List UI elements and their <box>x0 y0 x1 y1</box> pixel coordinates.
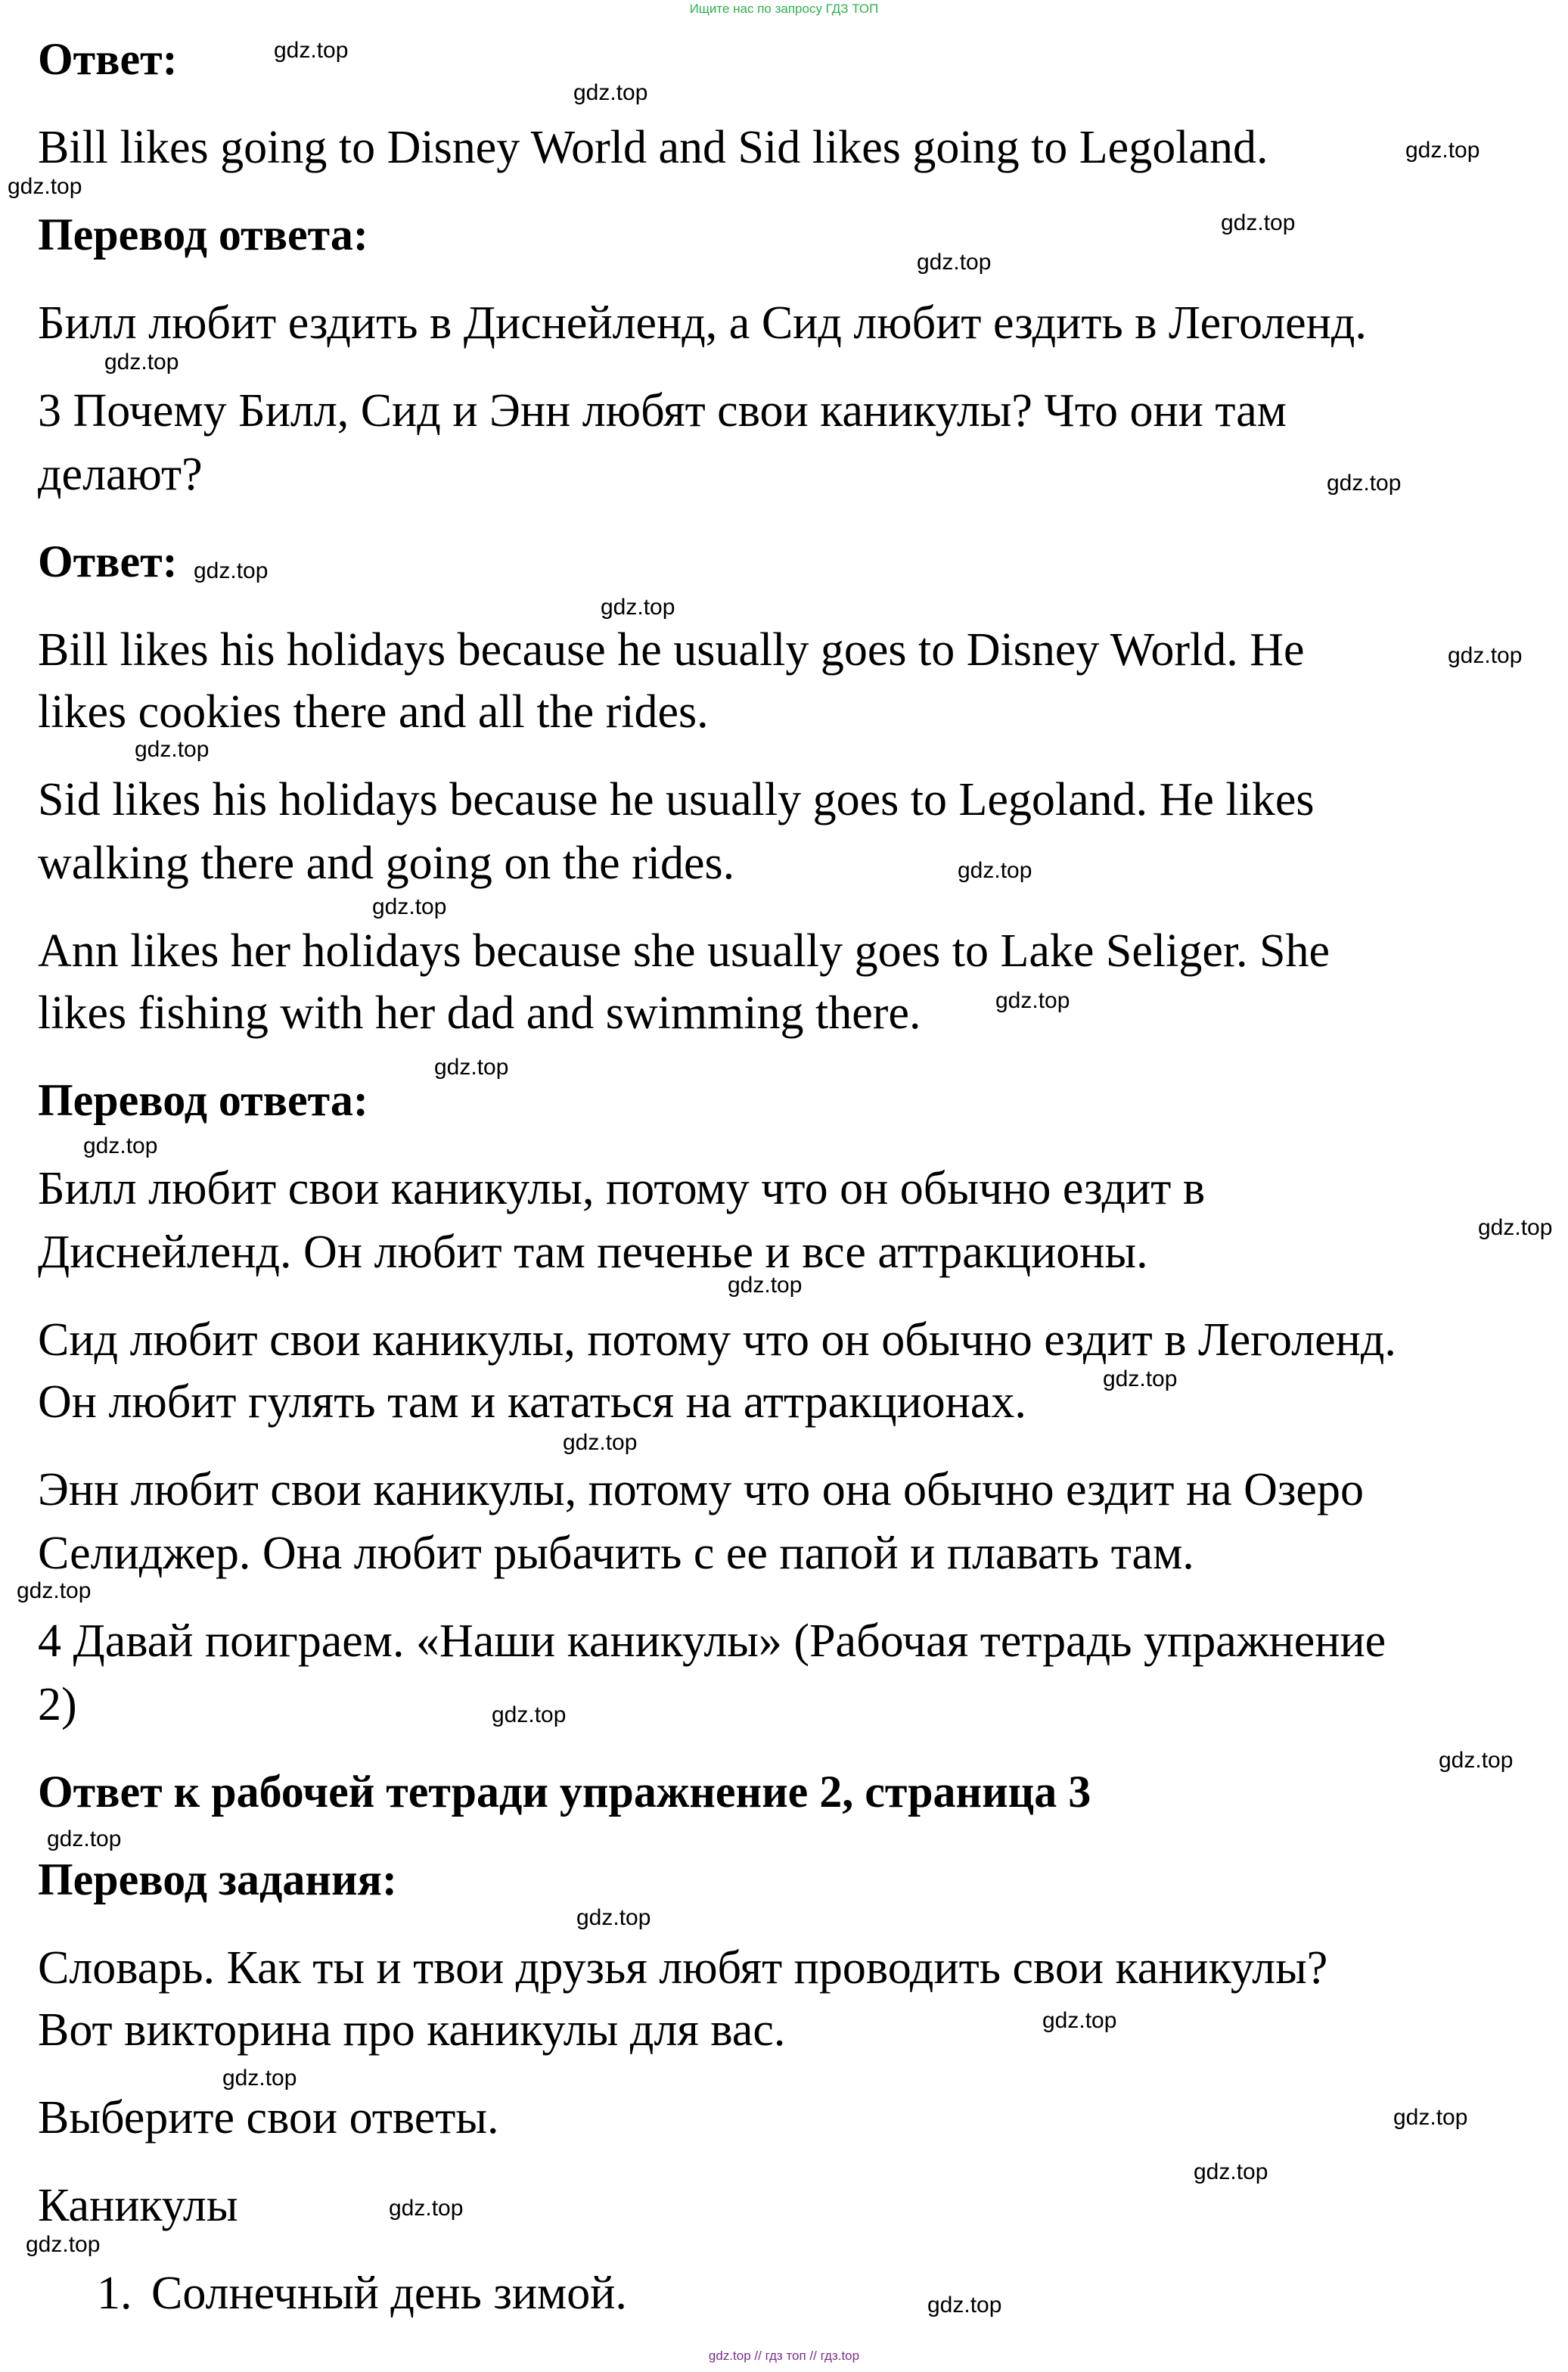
watermark: gdz.top <box>573 80 648 105</box>
watermark: gdz.top <box>958 858 1032 883</box>
sid-answer-ru-line-1: Сид любит свои каникулы, потому что он обычно ездит в Леголенд. <box>38 1314 1396 1366</box>
ann-answer-en-line-2: likes fishing with her dad and swimming there. <box>38 987 921 1039</box>
holidays-title: Каникулы <box>38 2180 238 2231</box>
list-item-number: 1. <box>97 2268 132 2319</box>
watermark: gdz.top <box>1103 1366 1178 1391</box>
translation-heading-2: Перевод ответа: <box>38 1075 368 1125</box>
answer-heading-1: Ответ: <box>38 34 178 84</box>
watermark: gdz.top <box>1478 1215 1553 1240</box>
question-4-line-1: 4 Давай поиграем. «Наши каникулы» (Рабочая тетрадь упражнение <box>38 1615 1386 1667</box>
bill-answer-en-line-1: Bill likes his holidays because he usually goes to Disney World. He <box>38 624 1305 676</box>
ann-answer-ru-line-2: Селиджер. Она любит рыбачить с ее папой и плавать там. <box>38 1528 1194 1579</box>
watermark: gdz.top <box>8 174 82 199</box>
watermark: gdz.top <box>104 350 179 375</box>
watermark: gdz.top <box>194 558 269 583</box>
bill-answer-ru-line-2: Диснейленд. Он любит там печенье и все аттракционы. <box>38 1226 1148 1278</box>
watermark: gdz.top <box>372 894 447 919</box>
list-item-text: Солнечный день зимой. <box>151 2268 627 2319</box>
watermark: gdz.top <box>1194 2159 1268 2184</box>
watermark: gdz.top <box>995 988 1070 1013</box>
watermark: gdz.top <box>135 737 210 762</box>
question-4-line-2: 2) <box>38 1679 77 1730</box>
task-translation-heading: Перевод задания: <box>38 1854 397 1904</box>
answer-text-en: Bill likes going to Disney World and Sid likes going to Legoland. <box>38 122 1268 173</box>
sid-answer-ru-line-2: Он любит гулять там и кататься на аттракционах. <box>38 1376 1026 1428</box>
watermark: gdz.top <box>83 1133 158 1158</box>
bill-answer-ru-line-1: Билл любит свои каникулы, потому что он обычно ездит в <box>38 1163 1206 1214</box>
vocabulary-line-2: Вот викторина про каникулы для вас. <box>38 2004 786 2056</box>
ann-answer-en-line-1: Ann likes her holidays because she usually goes to Lake Seliger. She <box>38 925 1330 977</box>
watermark: gdz.top <box>1221 210 1296 235</box>
watermark: gdz.top <box>434 1055 509 1080</box>
answer-heading-2: Ответ: <box>38 536 178 586</box>
question-3-line-2: делают? <box>38 449 203 500</box>
vocabulary-line-1: Словарь. Как ты и твои друзья любят проводить свои каникулы? <box>38 1942 1328 1994</box>
watermark: gdz.top <box>1405 138 1480 163</box>
watermark: gdz.top <box>222 2066 297 2091</box>
workbook-heading: Ответ к рабочей тетради упражнение 2, страница 3 <box>38 1767 1091 1817</box>
top-banner[interactable]: Ищите нас по запросу ГДЗ ТОП <box>689 2 879 16</box>
watermark: gdz.top <box>1327 471 1402 496</box>
watermark: gdz.top <box>274 38 349 63</box>
watermark: gdz.top <box>1393 2105 1468 2130</box>
watermark: gdz.top <box>389 2196 464 2221</box>
watermark: gdz.top <box>927 2293 1002 2318</box>
watermark: gdz.top <box>1439 1748 1514 1773</box>
watermark: gdz.top <box>728 1273 803 1298</box>
watermark: gdz.top <box>576 1905 651 1930</box>
sid-answer-en-line-1: Sid likes his holidays because he usually goes to Legoland. He likes <box>38 774 1315 825</box>
watermark: gdz.top <box>1448 643 1523 668</box>
watermark: gdz.top <box>17 1578 92 1603</box>
watermark: gdz.top <box>47 1826 122 1851</box>
watermark: gdz.top <box>563 1430 638 1455</box>
watermark: gdz.top <box>492 1702 567 1727</box>
answer-text-ru: Билл любит ездить в Диснейленд, а Сид любит ездить в Леголенд. <box>38 297 1367 349</box>
watermark: gdz.top <box>601 595 675 620</box>
bill-answer-en-line-2: likes cookies there and all the rides. <box>38 686 709 738</box>
watermark: gdz.top <box>26 2232 101 2257</box>
question-3-line-1: 3 Почему Билл, Сид и Энн любят свои каникулы? Что они там <box>38 385 1287 437</box>
translation-heading-1: Перевод ответа: <box>38 210 368 260</box>
ann-answer-ru-line-1: Энн любит свои каникулы, потому что она обычно ездит на Озеро <box>38 1464 1364 1516</box>
choose-answers: Выберите свои ответы. <box>38 2092 499 2144</box>
bottom-banner[interactable]: gdz.top // гдз топ // гдз.top <box>708 2349 860 2363</box>
watermark: gdz.top <box>917 250 992 275</box>
sid-answer-en-line-2: walking there and going on the rides. <box>38 838 735 889</box>
watermark: gdz.top <box>1042 2008 1117 2033</box>
